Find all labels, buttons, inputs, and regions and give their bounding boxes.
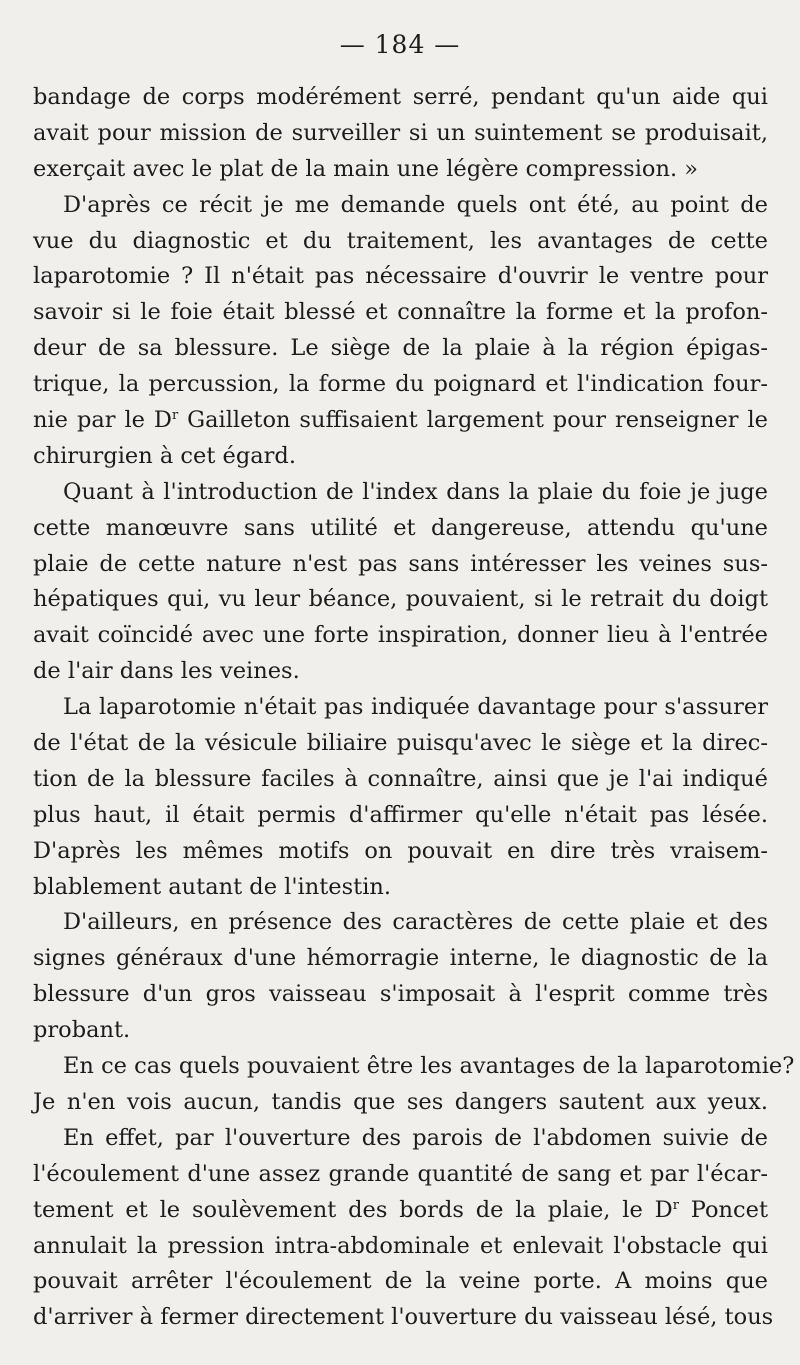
text-line: signes généraux d'une hémorragie interne, le diagnostic de la	[33, 945, 768, 972]
text-line: plaie de cette nature n'est pas sans intéresser les veines sus-	[33, 550, 768, 577]
text-line: Je n'en vois aucun, tandis que ses dangers sautent aux yeux.	[33, 1088, 768, 1115]
text-line: l'écoulement d'une assez grande quantité de sang et par l'écar-	[33, 1160, 768, 1187]
text-line: bandage de corps modérément serré, pendant qu'un aide qui	[33, 84, 768, 110]
text-line: tion de la blessure faciles à connaître, ainsi que je l'ai indiqué	[33, 765, 768, 792]
text-line: de l'état de la vésicule biliaire puisqu'avec le siège et la direc-	[33, 730, 768, 757]
text-fragment: Gailleton suffisaient largement pour renseigner le	[178, 407, 768, 434]
text-line: probant.	[33, 1017, 131, 1044]
body-text	[33, 80, 795, 1336]
text-line: cette manœuvre sans utilité et dangereuse, attendu qu'une	[33, 514, 768, 541]
text-line: En effet, par l'ouverture des parois de l'abdomen suivie de	[63, 1124, 768, 1151]
text-line: annulait la pression intra-abdominale et enlevait l'obstacle qui	[33, 1232, 768, 1259]
text-line: deur de sa blessure. Le siège de la plaie à la région épigas-	[33, 335, 768, 362]
text-line: vue du diagnostic et du traitement, les avantages de cette	[33, 227, 768, 254]
text-line: laparotomie ? Il n'était pas nécessaire d'ouvrir le ventre pour	[33, 263, 768, 290]
text-line: avait coïncidé avec une forte inspiration, donner lieu à l'entrée	[33, 622, 768, 649]
text-line: d'arriver à fermer directement l'ouverture du vaisseau lésé, tous	[33, 1304, 774, 1331]
text-line: blessure d'un gros vaisseau s'imposait à l'esprit comme très	[33, 981, 768, 1008]
text-line: D'ailleurs, en présence des caractères de cette plaie et des	[63, 909, 768, 936]
text-fragment: tement et le soulèvement des bords de la plaie, le D	[33, 1196, 673, 1223]
page-number: — 184 —	[339, 30, 461, 59]
text-line: En ce cas quels pouvaient être les avantages de la laparotomie?	[63, 1053, 795, 1080]
text-line	[33, 403, 768, 439]
text-line: pouvait arrêter l'écoulement de la veine porte. A moins que	[33, 1268, 768, 1295]
superscript: r	[672, 1197, 679, 1213]
text-fragment: nie par le D	[33, 407, 172, 434]
text-line: D'après les mêmes motifs on pouvait en dire très vraisem-	[33, 837, 768, 864]
text-line: savoir si le foie était blessé et connaître la forme et la profon-	[33, 299, 768, 326]
text-line: exerçait avec le plat de la main une légère compression. »	[33, 155, 699, 182]
text-line: de l'air dans les veines.	[33, 658, 300, 685]
text-line: D'après ce récit je me demande quels ont été, au point de	[63, 191, 768, 218]
text-line: chirurgien à cet égard.	[33, 442, 296, 469]
text-line: avait pour mission de surveiller si un suintement se produisait,	[33, 119, 768, 146]
text-line: blablement autant de l'intestin.	[33, 873, 392, 900]
text-line: La laparotomie n'était pas indiquée davantage pour s'assurer	[63, 694, 768, 721]
text-fragment: Poncet	[678, 1196, 768, 1223]
text-line: plus haut, il était permis d'affirmer qu'elle n'était pas lésée.	[33, 801, 768, 828]
superscript: r	[171, 408, 179, 424]
text-line: hépatiques qui, vu leur béance, pouvaient, si le retrait du doigt	[33, 586, 768, 613]
text-line: trique, la percussion, la forme du poignard et l'indication four-	[33, 371, 768, 398]
text-line	[33, 1193, 768, 1229]
text-line: Quant à l'introduction de l'index dans la plaie du foie je juge	[63, 478, 768, 505]
